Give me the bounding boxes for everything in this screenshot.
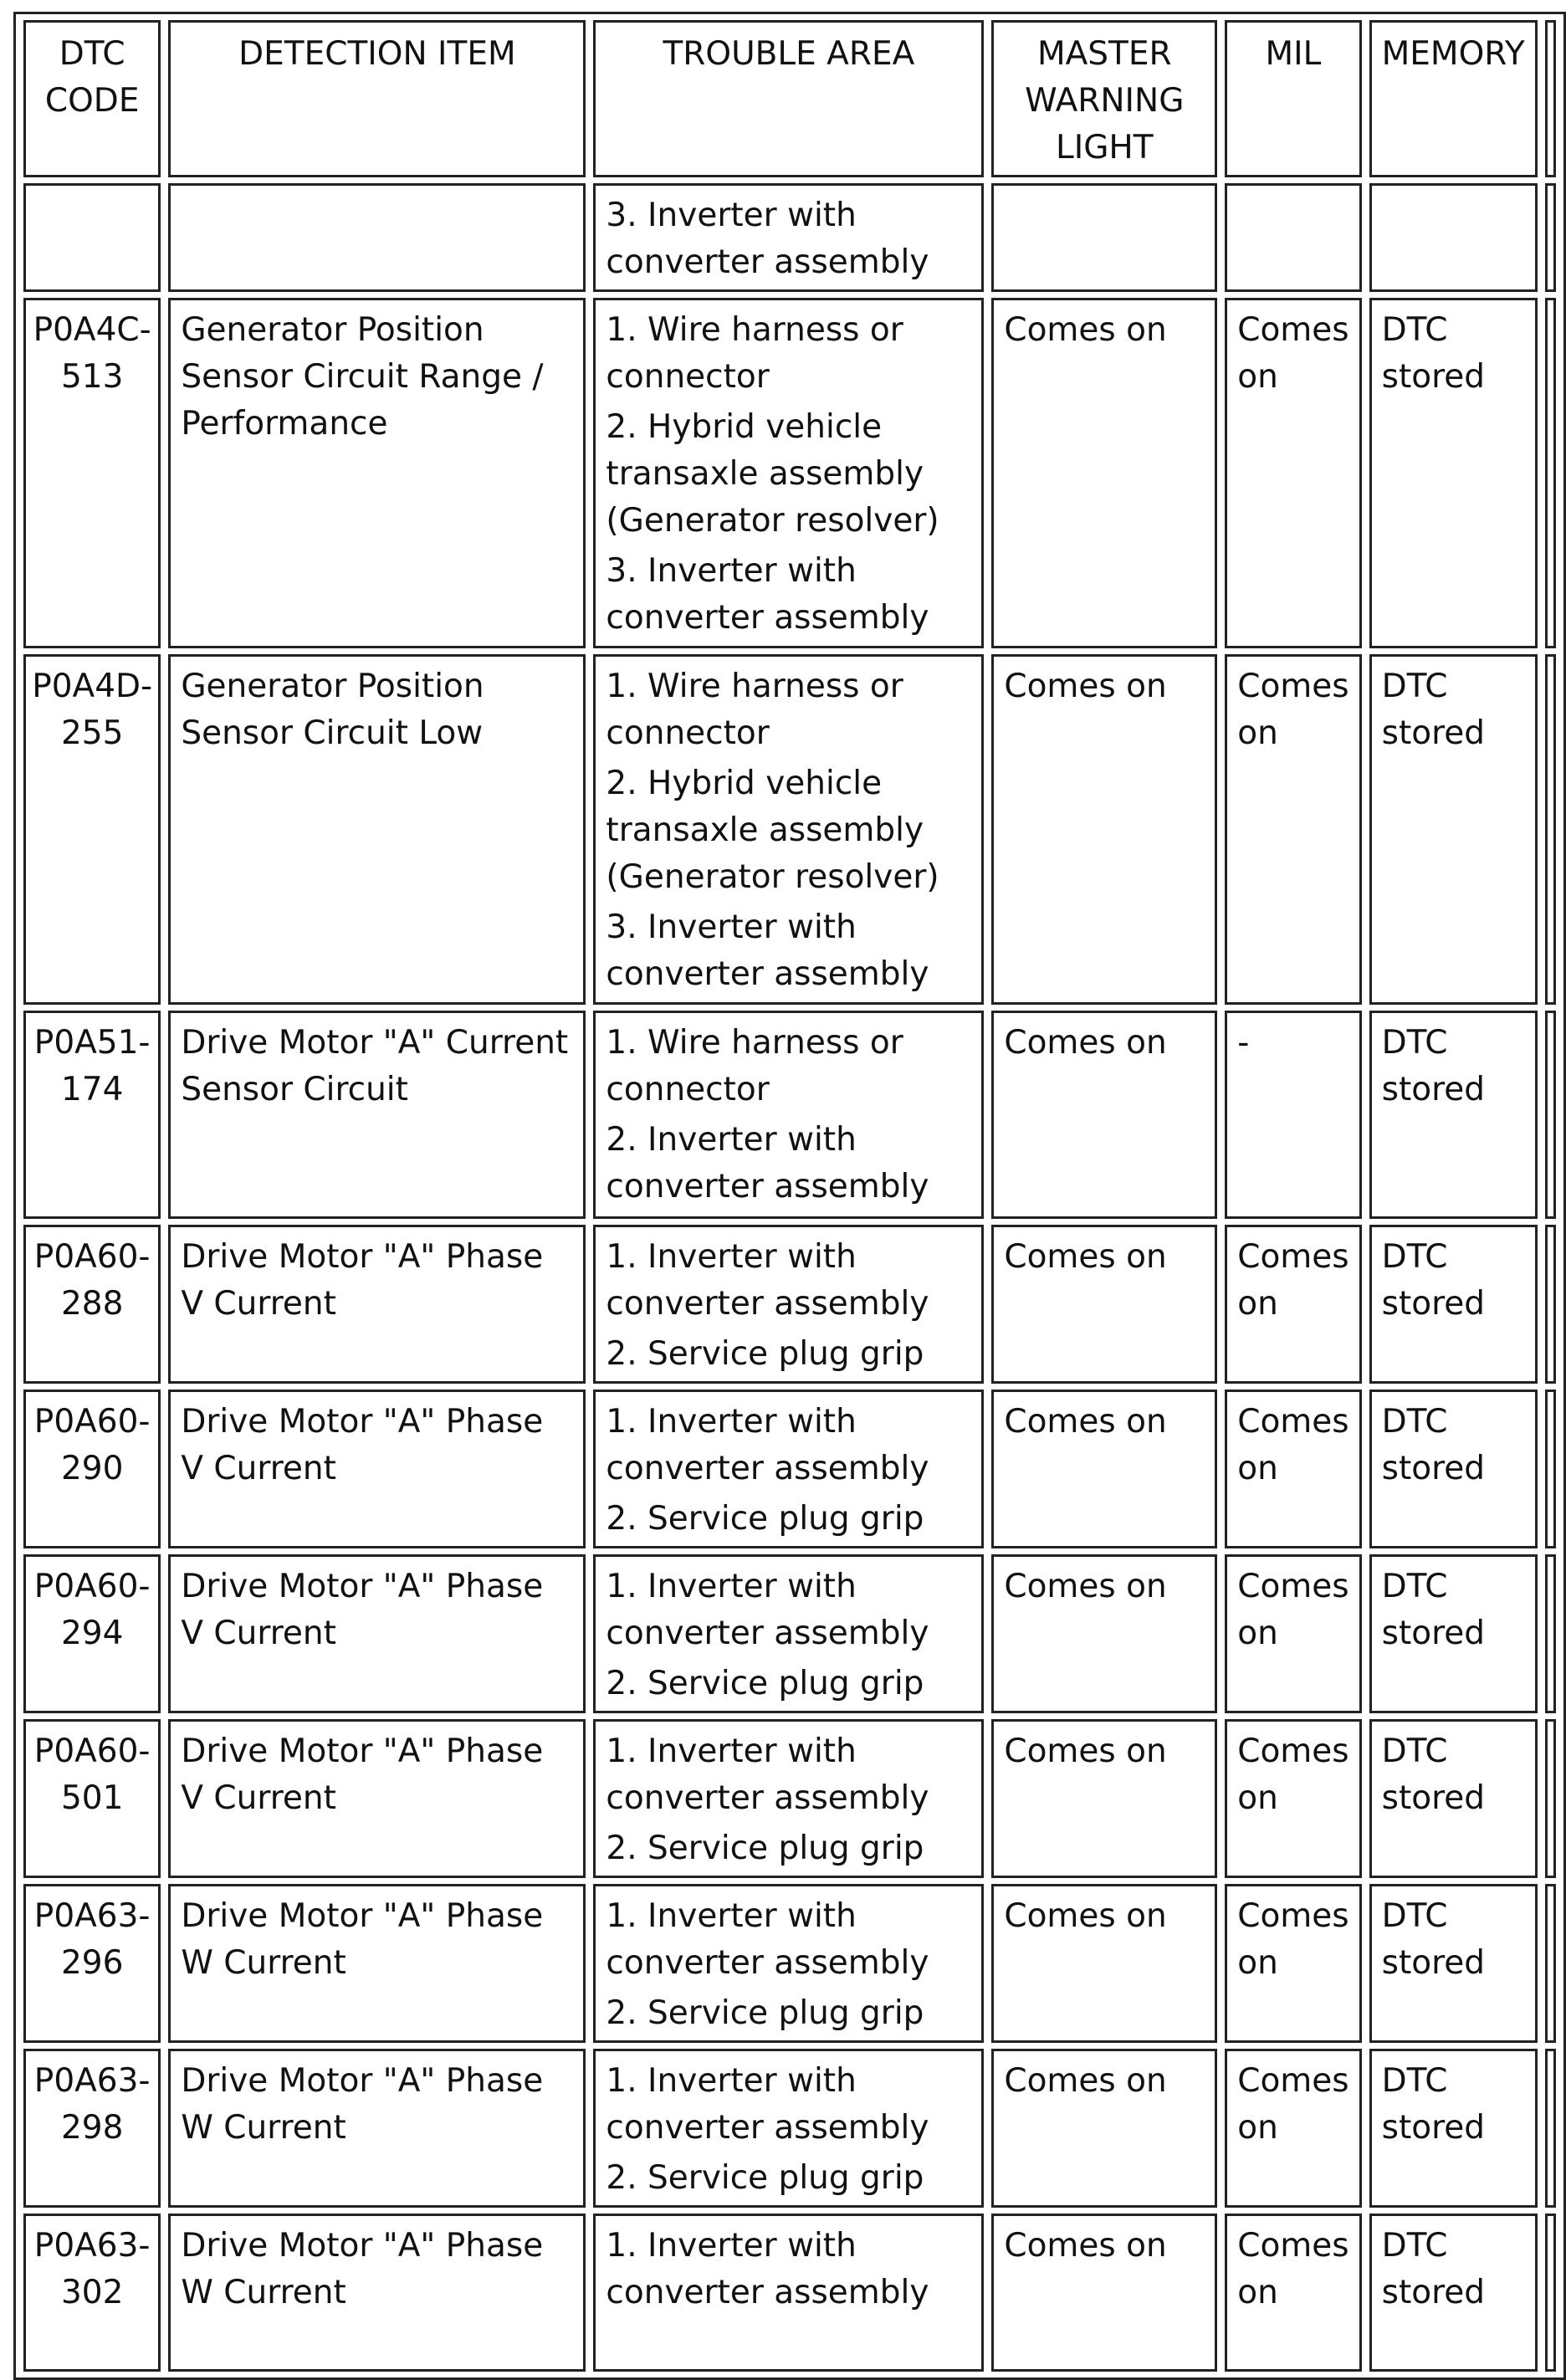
table-edge-cell xyxy=(1545,1390,1556,1548)
dtc-code-cell: P0A63- 298 xyxy=(23,2049,161,2208)
detection-item-cell: Generator Position Sensor Circuit Low xyxy=(168,654,586,1005)
memory-cell: DTC stored xyxy=(1369,654,1538,1005)
detection-item-cell: Drive Motor "A" Phase W Current xyxy=(168,2049,586,2208)
dtc-code-cell: P0A4C- 513 xyxy=(23,298,161,648)
detection-item-cell: Drive Motor "A" Phase V Current xyxy=(168,1719,586,1878)
trouble-area-line: 2. Service plug grip xyxy=(606,1994,924,2032)
header-master-warning-light: MASTER WARNING LIGHT xyxy=(991,20,1217,177)
memory-cell: DTC stored xyxy=(1369,1884,1538,2043)
master-warning-cell: Comes on xyxy=(991,1390,1217,1548)
trouble-area-cell xyxy=(593,1011,984,1219)
table-edge-cell xyxy=(1545,654,1556,1005)
trouble-area-cell xyxy=(593,298,984,648)
master-warning-cell: Comes on xyxy=(991,1011,1217,1219)
trouble-area-cell xyxy=(593,654,984,1005)
detection-item-cell: Drive Motor "A" Phase V Current xyxy=(168,1225,586,1384)
master-warning-cell: Comes on xyxy=(991,2049,1217,2208)
table-row xyxy=(23,1554,1556,1713)
table-edge-cell xyxy=(1545,20,1556,177)
trouble-area-line: 2. Service plug grip xyxy=(606,2159,924,2197)
trouble-area-line: 3. Inverter with converter assembly xyxy=(606,552,929,637)
trouble-area-line: 1. Wire harness or connector xyxy=(606,1024,903,1108)
dtc-code-cell xyxy=(23,183,161,292)
trouble-area-line: 1. Wire harness or connector xyxy=(606,311,903,396)
memory-cell: DTC stored xyxy=(1369,2214,1538,2372)
memory-cell xyxy=(1369,183,1538,292)
dtc-code-cell: P0A63- 302 xyxy=(23,2214,161,2372)
master-warning-cell: Comes on xyxy=(991,2214,1217,2372)
mil-cell: Comes on xyxy=(1225,1390,1361,1548)
dtc-code-cell: P0A60- 294 xyxy=(23,1554,161,1713)
memory-cell: DTC stored xyxy=(1369,1011,1538,1219)
memory-cell: DTC stored xyxy=(1369,1554,1538,1713)
trouble-area-line: 1. Inverter with converter assembly xyxy=(606,1733,929,1817)
detection-item-cell: Drive Motor "A" Phase W Current xyxy=(168,1884,586,2043)
header-dtc-code: DTC CODE xyxy=(23,20,161,177)
memory-cell: DTC stored xyxy=(1369,1225,1538,1384)
table-row xyxy=(23,183,1556,292)
table-row xyxy=(23,1719,1556,1878)
header-detection-item: DETECTION ITEM xyxy=(168,20,586,177)
memory-cell: DTC stored xyxy=(1369,2049,1538,2208)
table-row xyxy=(23,2049,1556,2208)
master-warning-cell: Comes on xyxy=(991,1225,1217,1384)
mil-cell: Comes on xyxy=(1225,2049,1361,2208)
dtc-code-cell: P0A60- 501 xyxy=(23,1719,161,1878)
master-warning-cell: Comes on xyxy=(991,298,1217,648)
table-row xyxy=(23,654,1556,1005)
table-edge-cell xyxy=(1545,1011,1556,1219)
detection-item-cell: Drive Motor "A" Phase V Current xyxy=(168,1390,586,1548)
table-row xyxy=(23,1390,1556,1548)
detection-item-cell: Generator Position Sensor Circuit Range / Performance xyxy=(168,298,586,648)
header-mil: MIL xyxy=(1225,20,1361,177)
table-row xyxy=(23,298,1556,648)
table-edge-cell xyxy=(1545,298,1556,648)
trouble-area-line: 1. Wire harness or connector xyxy=(606,668,903,752)
trouble-area-line: 1. Inverter with converter assembly xyxy=(606,1897,929,1982)
master-warning-cell xyxy=(991,183,1217,292)
mil-cell: - xyxy=(1225,1011,1361,1219)
trouble-area-line: 2. Inverter with converter assembly xyxy=(606,1121,929,1205)
mil-cell: Comes on xyxy=(1225,1554,1361,1713)
table-row xyxy=(23,2214,1556,2372)
trouble-area-cell xyxy=(593,1554,984,1713)
dtc-code-cell: P0A63- 296 xyxy=(23,1884,161,2043)
table-row xyxy=(23,1011,1556,1219)
trouble-area-line: 1. Inverter with converter assembly xyxy=(606,2062,929,2147)
memory-cell: DTC stored xyxy=(1369,1719,1538,1878)
mil-cell: Comes on xyxy=(1225,1225,1361,1384)
dtc-table xyxy=(13,12,1566,2380)
trouble-area-line: 1. Inverter with converter assembly xyxy=(606,1238,929,1323)
master-warning-cell: Comes on xyxy=(991,654,1217,1005)
trouble-area-line: 2. Service plug grip xyxy=(606,1830,924,1867)
table-edge-cell xyxy=(1545,1884,1556,2043)
trouble-area-line: 2. Service plug grip xyxy=(606,1335,924,1373)
header-row xyxy=(23,20,1556,177)
master-warning-cell: Comes on xyxy=(991,1554,1217,1713)
mil-cell: Comes on xyxy=(1225,654,1361,1005)
mil-cell: Comes on xyxy=(1225,1884,1361,2043)
trouble-area-cell xyxy=(593,1719,984,1878)
table-edge-cell xyxy=(1545,183,1556,292)
dtc-code-cell: P0A60- 290 xyxy=(23,1390,161,1548)
detection-item-cell: Drive Motor "A" Phase W Current xyxy=(168,2214,586,2372)
mil-cell: Comes on xyxy=(1225,298,1361,648)
header-memory: MEMORY xyxy=(1369,20,1538,177)
master-warning-cell: Comes on xyxy=(991,1884,1217,2043)
table-edge-cell xyxy=(1545,2049,1556,2208)
dtc-code-cell: P0A60- 288 xyxy=(23,1225,161,1384)
trouble-area-line: 2. Service plug grip xyxy=(606,1500,924,1538)
trouble-area-cell xyxy=(593,2049,984,2208)
memory-cell: DTC stored xyxy=(1369,1390,1538,1548)
header-trouble-area: TROUBLE AREA xyxy=(593,20,984,177)
trouble-area-line: 2. Hybrid vehicle transaxle assembly (Generator resolver) xyxy=(606,765,939,896)
detection-item-cell: Drive Motor "A" Current Sensor Circuit xyxy=(168,1011,586,1219)
trouble-area-cell xyxy=(593,1884,984,2043)
trouble-area-line: 3. Inverter with converter assembly xyxy=(606,908,929,993)
memory-cell: DTC stored xyxy=(1369,298,1538,648)
trouble-area-cell xyxy=(593,1225,984,1384)
table-row xyxy=(23,1225,1556,1384)
table-edge-cell xyxy=(1545,1554,1556,1713)
table-row xyxy=(23,1884,1556,2043)
trouble-area-line: 1. Inverter with converter assembly xyxy=(606,1568,929,1652)
trouble-area-line: 1. Inverter with converter assembly xyxy=(606,1403,929,1487)
trouble-area-line: 3. Inverter with converter assembly xyxy=(606,197,929,281)
table-edge-cell xyxy=(1545,1225,1556,1384)
detection-item-cell xyxy=(168,183,586,292)
trouble-area-cell xyxy=(593,183,984,292)
mil-cell xyxy=(1225,183,1361,292)
table-edge-cell xyxy=(1545,1719,1556,1878)
trouble-area-cell xyxy=(593,2214,984,2372)
detection-item-cell: Drive Motor "A" Phase V Current xyxy=(168,1554,586,1713)
trouble-area-line: 1. Inverter with converter assembly xyxy=(606,2227,929,2311)
trouble-area-cell xyxy=(593,1390,984,1548)
mil-cell: Comes on xyxy=(1225,2214,1361,2372)
mil-cell: Comes on xyxy=(1225,1719,1361,1878)
trouble-area-line: 2. Hybrid vehicle transaxle assembly (Generator resolver) xyxy=(606,408,939,540)
dtc-code-cell: P0A4D- 255 xyxy=(23,654,161,1005)
master-warning-cell: Comes on xyxy=(991,1719,1217,1878)
table-edge-cell xyxy=(1545,2214,1556,2372)
trouble-area-line: 2. Service plug grip xyxy=(606,1665,924,1702)
dtc-code-cell: P0A51- 174 xyxy=(23,1011,161,1219)
